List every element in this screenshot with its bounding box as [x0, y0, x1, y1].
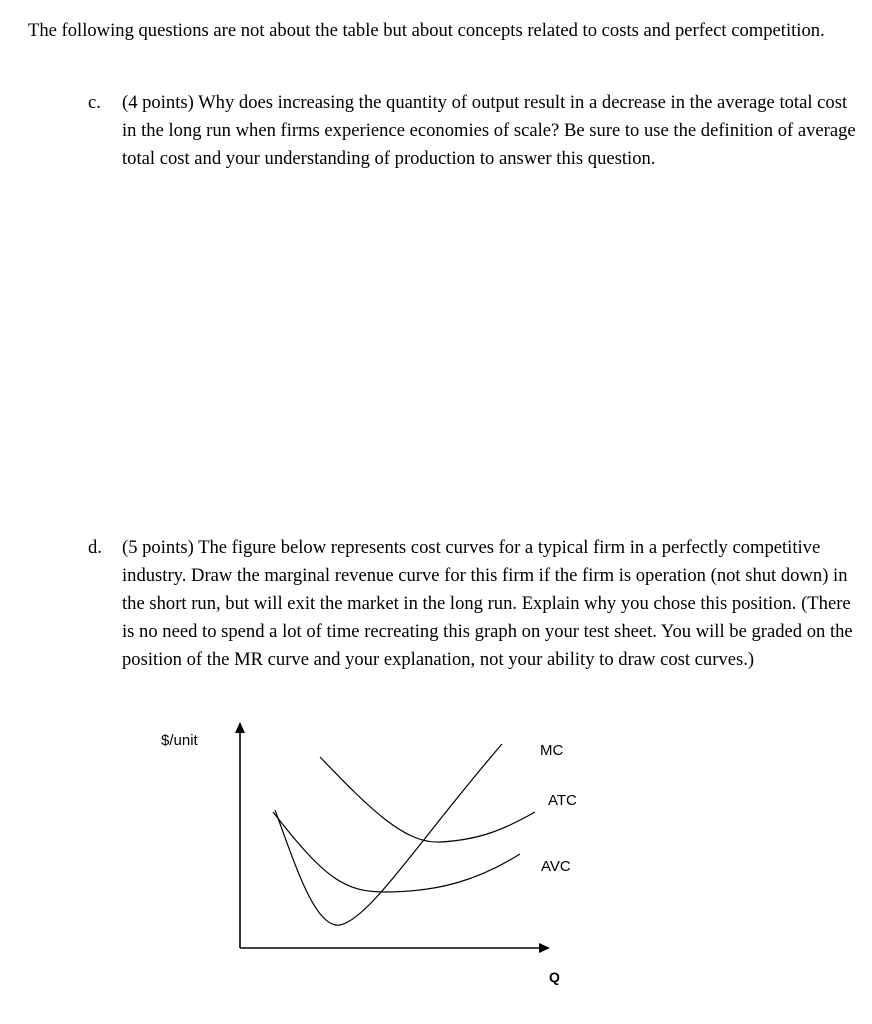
intro-text: The following questions are not about the table but about concepts related to costs and perfect competition.	[28, 20, 825, 41]
atc-curve	[320, 757, 535, 842]
mc-label: MC	[540, 742, 564, 759]
avc-label: AVC	[541, 858, 571, 875]
y-axis-arrow	[235, 722, 245, 733]
question-d	[88, 534, 858, 674]
question-d-letter: d.	[88, 537, 102, 558]
x-axis-arrow	[539, 943, 550, 953]
cost-curves-graph	[140, 714, 600, 1004]
avc-curve	[273, 812, 520, 892]
question-c	[88, 89, 858, 173]
question-c-text: (4 points) Why does increasing the quantity of output result in a decrease in the average total cost in the long run when firms experience economies of scale? Be sure to use the definition of average total cost and your understanding of production to answer this question.	[122, 92, 856, 169]
question-c-letter: c.	[88, 92, 101, 113]
y-axis-label: $/unit	[161, 732, 198, 749]
x-axis-label: Q	[549, 969, 560, 985]
question-d-text: (5 points) The figure below represents cost curves for a typical firm in a perfectly competitive industry. Draw the marginal revenue curve for this firm if the firm is operation (not shut down) in the short run, but will exit the market in the long run. Explain why you chose this position. (There is no need to spend a lot of time recreating this graph on your test sheet. You will be graded on the position of the MR curve and your explanation, not your ability to draw cost curves.)	[122, 537, 853, 670]
atc-label: ATC	[548, 792, 577, 809]
mc-curve	[275, 744, 502, 925]
cost-curves-figure	[140, 714, 600, 1004]
